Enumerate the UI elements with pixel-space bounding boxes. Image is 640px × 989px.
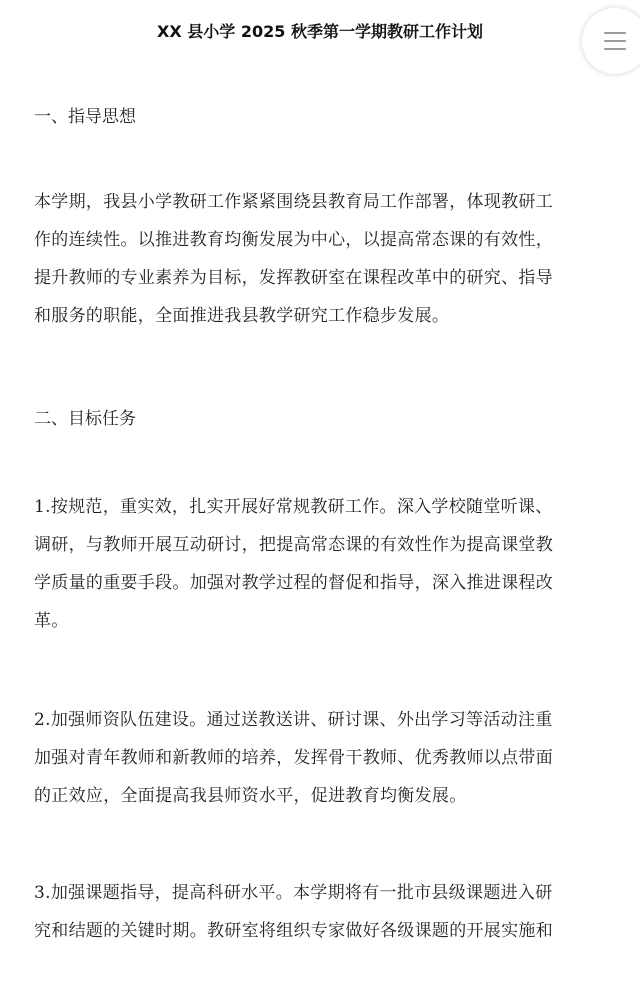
paragraph-line: 3.加强课题指导，提高科研水平。本学期将有一批市县级课题进入研 xyxy=(34,883,553,903)
section-heading-guiding-ideology: 一、指导思想 xyxy=(34,107,136,127)
paragraph-line: 作的连续性。以推进教育均衡发展为中心，以提高常态课的有效性， xyxy=(34,230,553,250)
paragraph-line: 学质量的重要手段。加强对教学过程的督促和指导，深入推进课程改 xyxy=(34,573,553,593)
paragraph-line: 革。 xyxy=(34,611,69,631)
paragraph-line: 本学期，我县小学教研工作紧紧围绕县教育局工作部署，体现教研工 xyxy=(34,192,553,212)
paragraph-line: 1.按规范，重实效，扎实开展好常规教研工作。深入学校随堂听课、 xyxy=(34,497,553,517)
paragraph-task-2 xyxy=(34,701,614,815)
paragraph-line: 提升教师的专业素养为目标，发挥教研室在课程改革中的研究、指导 xyxy=(34,268,553,288)
document-title: XX 县小学 2025 秋季第一学期教研工作计划 xyxy=(157,22,483,41)
paragraph-line: 和服务的职能，全面推进我县教学研究工作稳步发展。 xyxy=(34,306,450,326)
paragraph-task-1 xyxy=(34,488,614,640)
paragraph-line: 加强对青年教师和新教师的培养，发挥骨干教师、优秀教师以点带面 xyxy=(34,748,553,768)
section-heading-goals-tasks: 二、目标任务 xyxy=(34,409,136,429)
paragraph-guiding-ideology xyxy=(34,183,614,335)
paragraph-line: 的正效应，全面提高我县师资水平，促进教育均衡发展。 xyxy=(34,786,467,806)
hamburger-menu-icon xyxy=(604,32,626,50)
paragraph-task-3 xyxy=(34,874,614,950)
paragraph-line: 调研，与教师开展互动研讨，把提高常态课的有效性作为提高课堂教 xyxy=(34,535,553,555)
paragraph-line: 究和结题的关键时期。教研室将组织专家做好各级课题的开展实施和 xyxy=(34,921,553,941)
paragraph-line: 2.加强师资队伍建设。通过送教送讲、研讨课、外出学习等活动注重 xyxy=(34,710,553,730)
menu-button[interactable] xyxy=(582,8,640,74)
